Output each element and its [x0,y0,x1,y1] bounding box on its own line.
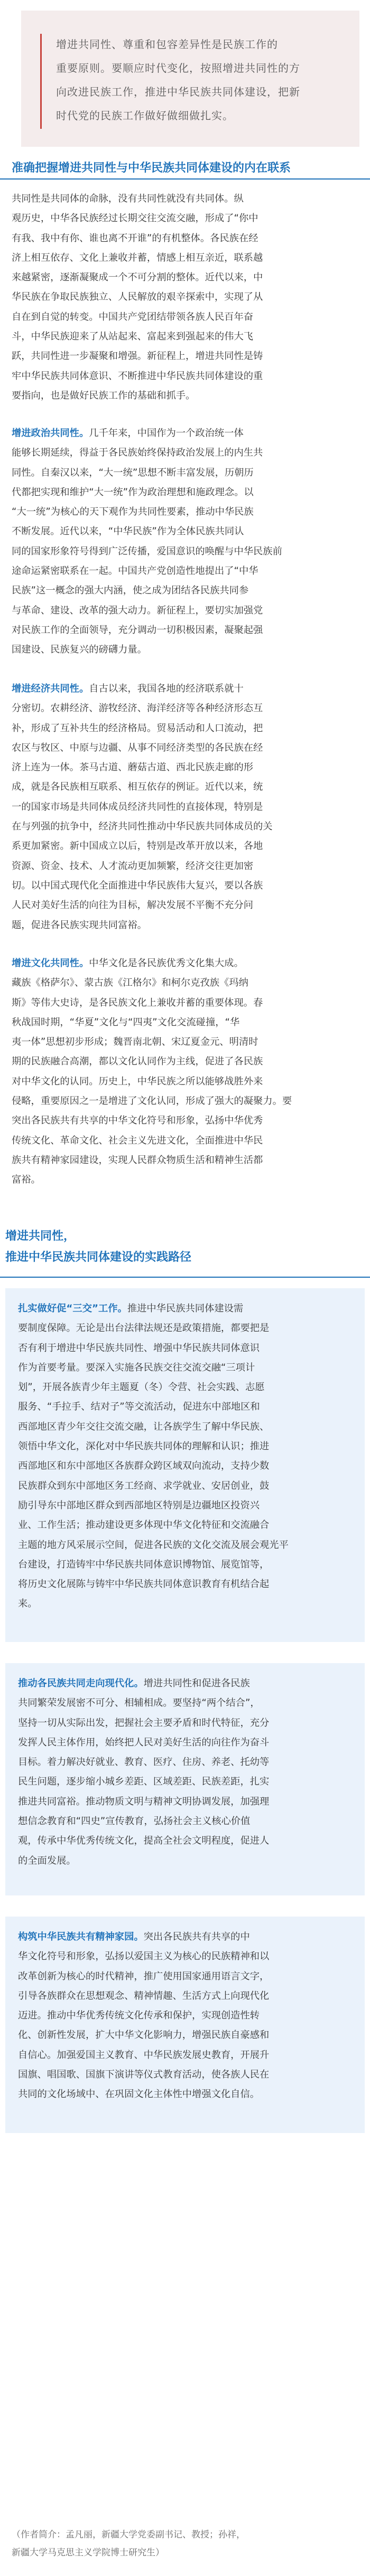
text-line: 斗，中华民族迎来了从站起来、富起来到强起来的伟大飞 [12,331,254,343]
text-line: 将历史文化展陈与铸牢中华民族共同体意识教育有机结合起 [18,1579,270,1590]
text-line: 秋战国时期，“华夏”文化与“四夷”文化交流碰撞，“华 [12,1016,240,1028]
text-line: 济上相互依存、文化上兼收并蓄，情感上相互亲近，联系越 [12,252,263,263]
text-line: 突出各民族共有共享的中华文化符号和形象，弘扬中华优秀 [12,1115,263,1127]
text-line: 划”，开展各族青少年主题夏（冬）令营、社会实践、志愿 [18,1382,265,1393]
text-line: 民生问题，逐步缩小城乡差距、区域差距、民族差距，扎实 [18,1776,270,1788]
text-line: 济上连为一体。茶马古道、蘑菇古道、西北民族走廊的形 [12,762,254,773]
text-line-with-lead [12,679,358,699]
paragraph-commonality [12,189,358,405]
text-line: 中华文化是各民族优秀文化集大成。 [89,958,244,969]
text-line: 西部地区青少年交往交流交融，让各族学生了解中华民族、 [18,1421,270,1432]
text-line: 对民族工作的全面领导，充分调动一切积极因素，凝聚起强 [12,624,263,636]
text-line: 不断发展。近代以来，“中华民族”作为全体民族共同认 [12,526,244,537]
section-rule [0,1277,370,1278]
intro-quote-box [21,11,359,147]
text-line: 有我、我中有你、谁也离不开谁”的有机整体。各民族在经 [12,232,258,244]
section-heading-2 [0,1214,370,1278]
text-line: 要指向，也是做好民族工作的基础和抓手。 [12,390,196,401]
author-note-line: （作者简介：孟凡丽，新疆大学党委副书记、教授；孙祥， [12,2530,245,2540]
section-title: 增进共同性， [5,1230,76,1243]
section-heading-1 [0,157,370,180]
paragraph-lead: 构筑中华民族共有精神家园。 [18,1931,144,1942]
intro-line: 向改进民族工作，推进中华民族共同体建设，把新 [56,86,300,98]
paragraph-lead: 增进经济共同性。 [12,683,89,694]
text-line: 华文化符号和形象，弘扬以爱国主义为核心的民族精神和以 [18,1951,270,1962]
text-line-with-lead [18,1927,352,1947]
text-line: 资源、资金、技术、人才流动更加频繁，经济交往更加密 [12,860,254,872]
author-note [12,2526,358,2562]
practice-box-modernization [5,1663,365,1895]
paragraph-lead: 推动各民族共同走向现代化。 [18,1678,144,1689]
text-line-with-lead [12,423,358,443]
section-title: 推进中华民族共同体建设的实践路径 [5,1251,192,1264]
text-line: 共同性是共同体的命脉，没有共同性就没有共同体。纵 [12,193,244,204]
text-line: 几千年来，中国作为一个政治统一体 [89,428,244,439]
text-line: 农区与牧区、中原与边疆、从事不同经济类型的各民族在经 [12,742,263,753]
text-line: 化、创新性发展，扩大中华文化影响力，增强民族自豪感和 [18,2030,270,2041]
text-line: 系更加紧密。新中国成立以后，特别是改革开放以来，各地 [12,841,263,852]
paragraph-spiritual-home [18,1927,352,2105]
text-line: 西部地区和东中部地区各族群众跨区域双向流动，支持少数 [18,1460,270,1472]
text-line: 改革创新为核心的时代精神，推广使用国家通用语言文字， [18,1970,270,1982]
text-line: 增进共同性和促进各民族 [143,1678,250,1689]
text-line: 侵略，重要原因之一是增进了文化认同，形成了强大的凝聚力。要 [12,1096,292,1107]
text-line: 同的国家形象符号得到广泛传播，爱国意识的唤醒与中华民族前 [12,545,282,557]
text-line: 藏族《格萨尔》、蒙古族《江格尔》和柯尔克孜族《玛纳 [12,977,248,989]
text-line: 成，就是各民族相互联系、相互依存的例证。近代以来，统 [12,781,263,793]
text-line: 一的国家市场是共同体成员经济共同性的直接体现，特别是 [12,801,263,813]
section-title: 准确把握增进共同性与中华民族共同体建设的内在联系 [12,162,291,175]
text-line: 自信心。加强爱国主义教育、中华民族发展史教育，开展升 [18,2049,270,2061]
section-rule [0,178,370,180]
text-line: 在与列强的抗争中，经济共同性推动中华民族共同体成员的关 [12,821,273,833]
text-line: 观，传承中华优秀传统文化，提高全社会文明程度，促进人 [18,1835,270,1847]
text-line: 途命运紧密联系在一起。中国共产党创造性地提出了“中华 [12,565,258,577]
text-line: 能够长期延续，得益于各民族始终保持政治发展上的内生共 [12,447,263,459]
text-line: 华民族在争取民族独立、人民解放的艰辛探索中，实现了从 [12,291,263,303]
text-line: 共同的文化场域中、在巩固文化主体性中增强文化自信。 [18,2089,260,2100]
text-line: 国建设、民族复兴的磅礴力量。 [12,644,147,656]
author-note-line: 新疆大学马克思主义学院博士研究生） [12,2547,164,2558]
text-line: 民族群众到东中部地区务工经商、求学就业、安居创业，鼓 [18,1480,270,1492]
paragraph-political [12,423,358,660]
text-line-with-lead [18,1299,352,1318]
text-line: 突出各民族共有共享的中 [143,1931,250,1942]
quote-accent-bar [40,34,42,129]
paragraph-exchange [18,1299,352,1614]
text-line: 目标。着力解决好就业、教育、医疗、住房、养老、托幼等 [18,1757,270,1768]
text-line: “大一统”为核心的天下观作为共同性要素，推动中华民族 [12,506,254,518]
text-line: 作为首要考量。要深入实施各民族交往交流交融“三项计 [18,1362,255,1373]
text-line: 代都把实现和维护“大一统”作为政治理想和施政理念。以 [12,486,254,498]
text-line: 富裕。 [12,1174,41,1186]
text-line: 夷一体”思想初步形成；魏晋南北朝、宋辽夏金元、明清时 [12,1036,258,1048]
text-line: 期的民族融合高潮，都以文化认同作为主线，促进了各民族 [12,1056,263,1068]
text-line: 同性。自秦汉以来，“大一统”思想不断丰富发展，历朝历 [12,467,254,478]
text-line: 坚持一切从实际出发，把握社会主要矛盾和时代特征，充分 [18,1717,270,1729]
text-line: 要制度保障。无论是出台法律法规还是政策措施，都要把是 [18,1323,270,1334]
text-line: 传统文化、革命文化、社会主义先进文化，全面推进中华民 [12,1135,263,1146]
text-line: 引导各族群众在思想观念、精神情趣、生活方式上向现代化 [18,1990,270,2002]
text-line: 分密切。农耕经济、游牧经济、海洋经济等各种经济形态互 [12,703,263,714]
text-line: 来越紧密，逐渐凝聚成一个不可分割的整体。近代以来，中 [12,272,263,284]
text-line: 牢中华民族共同体意识、不断推进中华民族共同体建设的重 [12,370,263,382]
text-line: 主题的地方风采展示空间，促进各民族的文化交流及展会观光平 [18,1539,289,1551]
text-line: 励引导东中部地区群众到西部地区特别是边疆地区投资兴 [18,1499,260,1511]
paragraph-lead: 增进政治共同性。 [12,428,89,439]
text-line: 与革命、建设、改革的强大动力。新征程上，要切实加强党 [12,605,263,616]
intro-line: 增进共同性、尊重和包容差异性是民族工作的 [56,38,278,51]
text-line: 补，形成了互补共生的经济格局。贸易活动和人口流动，把 [12,722,263,734]
intro-line: 重要原则。要顺应时代变化，按照增进共同性的方 [56,62,300,74]
text-line: 迈进。推动中华优秀传统文化传承和保护，实现创造性转 [18,2010,260,2022]
text-line: 的全面发展。 [18,1855,76,1866]
text-line: 共同繁荣发展密不可分、相辅相成。要坚持“两个结合”， [18,1697,260,1709]
text-line: 国旗、唱国歌、国旗下演讲等仪式教育活动，使各族人民在 [18,2069,270,2081]
text-line: 自在到自觉的转变。中国共产党团结带领各族人民百年奋 [12,311,254,323]
text-line: 切。以中国式现代化全面推进中华民族伟大复兴，要以各族 [12,880,263,891]
text-line: 发挥人民主体作用，始终把人民对美好生活的向往作为奋斗 [18,1737,270,1748]
text-line: 推进中华民族共同体建设需 [127,1303,244,1314]
intro-line: 时代党的民族工作做好做细做扎实。 [56,109,234,122]
paragraph-cultural [12,954,358,1190]
text-line: 斯》等伟大史诗，是各民族文化上兼收并蓄的重要体现。春 [12,997,263,1008]
text-line: 来。 [18,1598,38,1610]
text-line: 民族”这一概念的强大内涵，使之成为团结各民族共同参 [12,585,249,597]
text-line: 族共有精神家园建设，实现人民群众物质生活和精神生活都 [12,1154,263,1166]
text-line-with-lead [12,954,358,973]
text-line: 推进共同富裕。推动物质文明与精神文明协调发展，加强理 [18,1796,270,1807]
text-line: 自古以来，我国各地的经济联系就十 [89,683,244,694]
paragraph-economic [12,679,358,935]
practice-box-exchange [5,1288,365,1642]
text-line: 想信念教育和“四史”宣传教育，弘扬社会主义核心价值 [18,1816,251,1827]
text-line: 业、工作生活；推动建设更多体现中华文化特征和交流融合 [18,1520,270,1531]
text-line: 人民对美好生活的向往为目标，解决发展不平衡不充分问 [12,900,254,911]
text-line: 题，促进各民族实现共同富裕。 [12,919,147,931]
text-line: 领悟中华文化，深化对中华民族共同体的理解和认识；推进 [18,1441,270,1452]
text-line: 否有利于增进中华民族共同性、增强中华民族共同体意识 [18,1342,260,1354]
practice-box-spiritual-home [5,1917,365,2133]
text-line-with-lead [18,1674,352,1693]
text-line: 观历史，中华各民族经过长期交往交流交融，形成了“你中 [12,213,258,224]
paragraph-lead: 扎实做好促“三交”工作。 [18,1303,127,1314]
text-line: 台建设，打造铸牢中华民族共同体意识博物馆、展览馆等， [18,1559,270,1570]
text-line: 对中华文化的认同。历史上，中华民族之所以能够战胜外来 [12,1075,263,1087]
text-line: 跃，共同性进一步凝聚和增强。新征程上，增进共同性是铸 [12,351,263,362]
paragraph-modernization [18,1674,352,1871]
paragraph-lead: 增进文化共同性。 [12,958,89,969]
text-line: 服务、“手拉手、结对子”等交流活动，促进东中部地区和 [18,1401,260,1413]
